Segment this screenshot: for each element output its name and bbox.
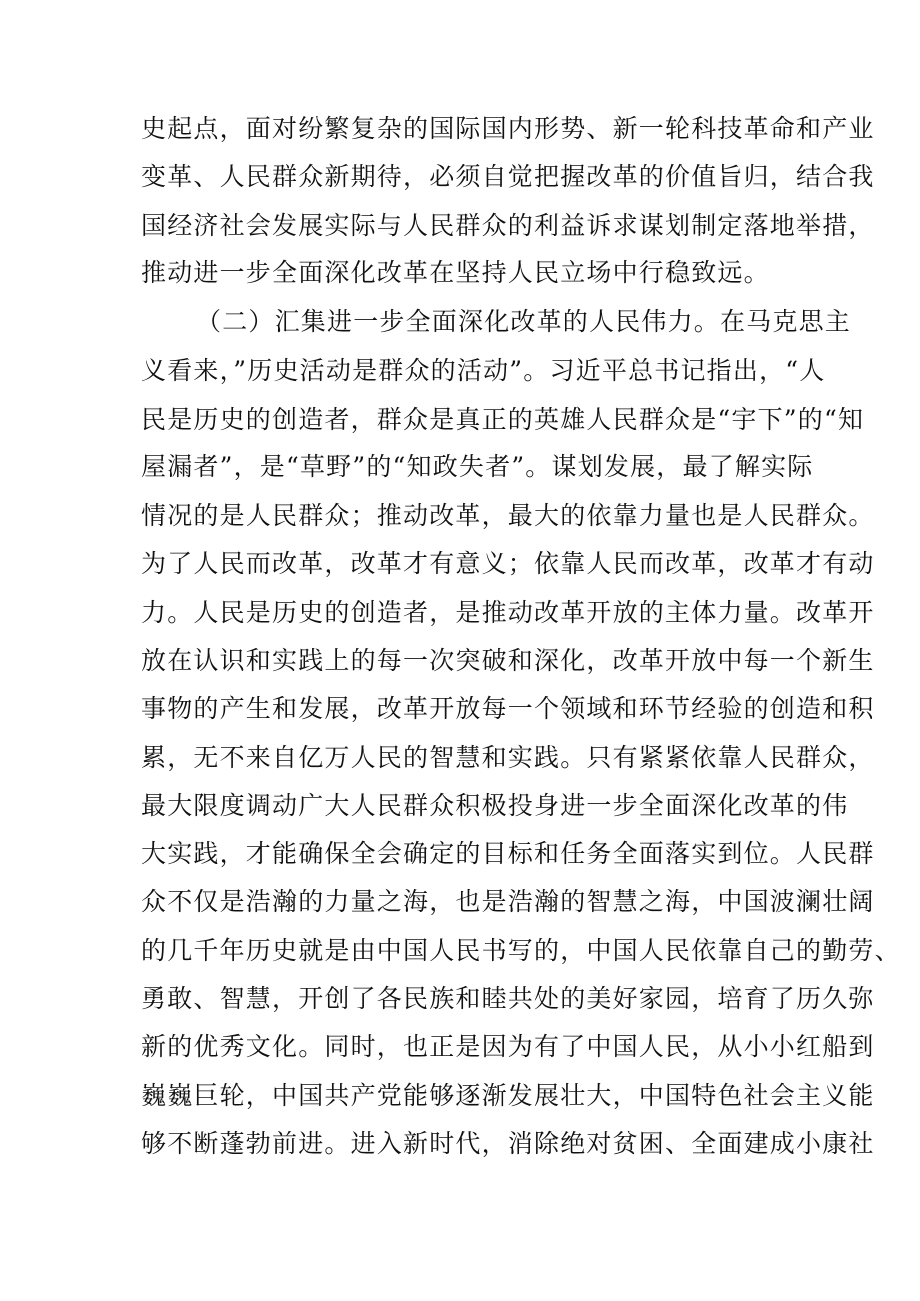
- text-line: 变革、人民群众新期待，必须自觉把握改革的价值旨归，结合我: [141, 162, 875, 191]
- text-line: 史起点，面对纷繁复杂的国际国内形势、新一轮科技革命和产业: [141, 114, 875, 143]
- text-line: 勇敢、智慧，开创了各民族和睦共处的美好家园，培育了历久弥: [141, 984, 875, 1013]
- text-line: 巍巍巨轮，中国共产党能够逐渐发展壮大，中国特色社会主义能: [141, 1081, 875, 1110]
- text-line: 国经济社会发展实际与人民群众的利益诉求谋划制定落地举措，: [141, 211, 875, 240]
- text-line: 的几千年历史就是由中国人民书写的，中国人民依靠自己的勤劳、: [141, 936, 901, 965]
- text-line: 最大限度调动广大人民群众积极投身进一步全面深化改革的伟: [141, 791, 849, 820]
- text-line: 情况的是人民群众；推动改革，最大的依靠力量也是人民群众。: [141, 501, 875, 530]
- text-line: 够不断蓬勃前进。进入新时代，消除绝对贫困、全面建成小康社: [141, 1129, 875, 1158]
- text-line: 推动进一步全面深化改革在坚持人民立场中行稳致远。: [141, 258, 770, 287]
- text-line: 义看来，”历史活动是群众的活动”。习近平总书记指出，“人: [141, 356, 826, 385]
- text-line: 众不仅是浩瀚的力量之海，也是浩瀚的智慧之海，中国波澜壮阔: [141, 887, 875, 916]
- text-line: 放在认识和实践上的每一次突破和深化，改革开放中每一个新生: [141, 646, 875, 675]
- text-line: 事物的产生和发展，改革开放每一个领域和环节经验的创造和积: [141, 694, 875, 723]
- section-heading-line: （二）汇集进一步全面深化改革的人民伟力。在马克思主: [196, 307, 852, 336]
- text-line: 力。人民是历史的创造者，是推动改革开放的主体力量。改革开: [141, 598, 875, 627]
- text-line: 屋漏者”，是“草野”的“知政失者”。谋划发展，最了解实际: [141, 452, 814, 481]
- text-line: 为了人民而改革，改革才有意义；依靠人民而改革，改革才有动: [141, 549, 875, 578]
- text-line: 民是历史的创造者，群众是真正的英雄人民群众是“宇下”的“知: [141, 405, 865, 434]
- text-line: 大实践，才能确保全会确定的目标和任务全面落实到位。人民群: [141, 839, 875, 868]
- text-line: 累，无不来自亿万人民的智慧和实践。只有紧紧依靠人民群众，: [141, 743, 875, 772]
- text-line: 新的优秀文化。同时，也正是因为有了中国人民，从小小红船到: [141, 1032, 875, 1061]
